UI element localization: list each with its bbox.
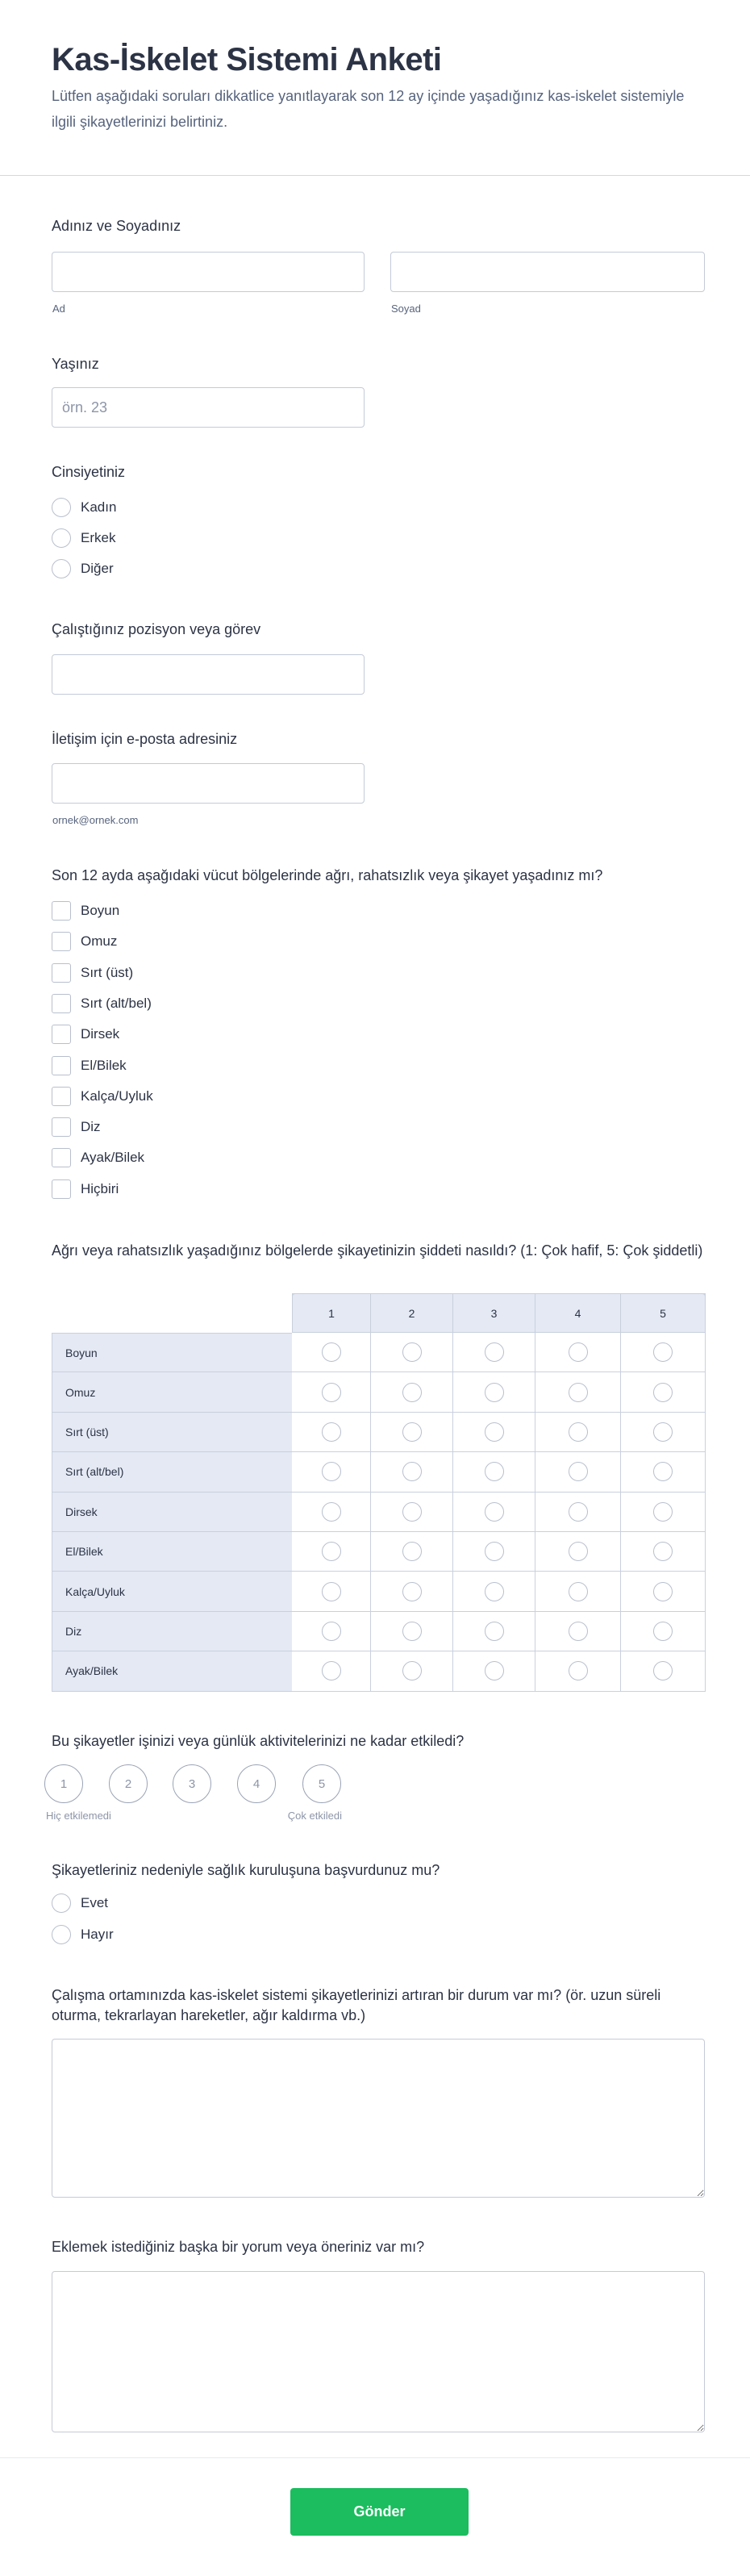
radio-icon[interactable]	[52, 498, 71, 517]
regions-option-label: Dirsek	[81, 1026, 120, 1042]
workenv-label: Çalışma ortamınızda kas-iskelet sistemi şikayetlerinizi artıran bir durum var mı? (ör. uzun süreli oturma, tekrarlayan hareketler, ağır kaldırma vb.)	[52, 1987, 661, 2023]
radio-icon[interactable]	[402, 1622, 422, 1641]
matrix-cell[interactable]	[535, 1572, 621, 1611]
matrix-cell[interactable]	[371, 1452, 453, 1492]
matrix-cell[interactable]	[292, 1651, 371, 1691]
impact-rating-option[interactable]: 5	[302, 1764, 341, 1803]
matrix-row-label: Kalça/Uyluk	[52, 1572, 292, 1611]
gender-label: Cinsiyetiniz	[52, 464, 126, 480]
regions-option[interactable]	[52, 1117, 101, 1137]
last-name-input[interactable]	[390, 252, 705, 292]
radio-icon[interactable]	[485, 1622, 504, 1641]
matrix-cell[interactable]	[621, 1333, 706, 1372]
checkbox-icon[interactable]	[52, 1087, 71, 1106]
regions-option[interactable]	[52, 932, 117, 951]
radio-icon[interactable]	[52, 559, 71, 578]
matrix-cell[interactable]	[535, 1413, 621, 1452]
matrix-cell[interactable]	[535, 1333, 621, 1372]
first-name-input[interactable]	[52, 252, 365, 292]
matrix-cell[interactable]	[453, 1572, 535, 1611]
impact-rating-option[interactable]: 1	[44, 1764, 83, 1803]
regions-option-label: Sırt (üst)	[81, 964, 134, 980]
radio-icon[interactable]	[569, 1383, 588, 1402]
checkbox-icon[interactable]	[52, 1179, 71, 1199]
matrix-cell[interactable]	[453, 1413, 535, 1452]
radio-icon[interactable]	[322, 1383, 341, 1402]
radio-icon[interactable]	[569, 1502, 588, 1522]
checkbox-icon[interactable]	[52, 901, 71, 921]
matrix-cell[interactable]	[292, 1452, 371, 1492]
matrix-column-header: 5	[621, 1293, 706, 1333]
radio-icon[interactable]	[653, 1542, 673, 1561]
radio-icon[interactable]	[569, 1342, 588, 1362]
matrix-cell[interactable]	[621, 1532, 706, 1572]
matrix-cell[interactable]	[453, 1333, 535, 1372]
checkbox-icon[interactable]	[52, 932, 71, 951]
matrix-cell[interactable]	[371, 1572, 453, 1611]
matrix-cell[interactable]	[292, 1612, 371, 1651]
matrix-cell[interactable]	[453, 1612, 535, 1651]
matrix-column-header: 3	[453, 1293, 535, 1333]
regions-option[interactable]	[52, 1056, 127, 1075]
radio-icon[interactable]	[653, 1502, 673, 1522]
checkbox-icon[interactable]	[52, 1025, 71, 1044]
matrix-row-label: Dirsek	[52, 1493, 292, 1532]
healthcare-option[interactable]	[52, 1925, 114, 1944]
radio-icon[interactable]	[653, 1383, 673, 1402]
matrix-row-label: El/Bilek	[52, 1532, 292, 1572]
impact-min-label: Hiç etkilemedi	[46, 1810, 111, 1822]
matrix-cell[interactable]	[371, 1493, 453, 1532]
position-input[interactable]	[52, 654, 365, 695]
gender-option-label: Diğer	[81, 561, 114, 576]
gender-option[interactable]	[52, 528, 115, 548]
radio-icon[interactable]	[322, 1462, 341, 1481]
matrix-cell[interactable]	[292, 1413, 371, 1452]
matrix-cell[interactable]	[453, 1493, 535, 1532]
regions-label: Son 12 ayda aşağıdaki vücut bölgelerinde ağrı, rahatsızlık veya şikayet yaşadınız mı?	[52, 867, 603, 883]
severity-label: Ağrı veya rahatsızlık yaşadığınız bölgelerde şikayetinizin şiddeti nasıldı? (1: Çok hafif, 5: Çok şiddetli)	[52, 1242, 703, 1259]
matrix-column-header: 2	[371, 1293, 453, 1333]
radio-icon[interactable]	[322, 1622, 341, 1641]
regions-option[interactable]	[52, 1025, 119, 1044]
radio-icon[interactable]	[569, 1582, 588, 1601]
email-label: İletişim için e-posta adresiniz	[52, 731, 238, 747]
radio-icon[interactable]	[402, 1582, 422, 1601]
radio-icon[interactable]	[485, 1661, 504, 1680]
matrix-cell[interactable]	[453, 1651, 535, 1691]
matrix-row-label: Ayak/Bilek	[52, 1651, 292, 1691]
submit-button[interactable]: Gönder	[290, 2488, 469, 2536]
radio-icon[interactable]	[485, 1422, 504, 1442]
healthcare-label: Şikayetleriniz nedeniyle sağlık kuruluşuna başvurdunuz mu?	[52, 1862, 440, 1878]
checkbox-icon[interactable]	[52, 1056, 71, 1075]
radio-icon[interactable]	[569, 1661, 588, 1680]
matrix-row-label: Sırt (üst)	[52, 1413, 292, 1452]
impact-rating-option[interactable]: 4	[237, 1764, 276, 1803]
matrix-cell[interactable]	[453, 1532, 535, 1572]
checkbox-icon[interactable]	[52, 963, 71, 983]
matrix-row-label: Sırt (alt/bel)	[52, 1452, 292, 1492]
age-label: Yaşınız	[52, 356, 99, 372]
email-sublabel: ornek@ornek.com	[52, 814, 139, 826]
radio-icon[interactable]	[52, 1925, 71, 1944]
matrix-cell[interactable]	[371, 1651, 453, 1691]
regions-option-label: El/Bilek	[81, 1057, 127, 1073]
radio-icon[interactable]	[52, 528, 71, 548]
radio-icon[interactable]	[485, 1502, 504, 1522]
impact-label: Bu şikayetler işinizi veya günlük aktivitelerinizi ne kadar etkiledi?	[52, 1733, 465, 1749]
matrix-row-label: Boyun	[52, 1333, 292, 1372]
header-divider	[0, 175, 750, 176]
matrix-cell[interactable]	[371, 1333, 453, 1372]
matrix-column-header: 4	[535, 1293, 621, 1333]
matrix-cell[interactable]	[621, 1493, 706, 1532]
matrix-cell[interactable]	[621, 1372, 706, 1412]
regions-option-label: Kalça/Uyluk	[81, 1088, 153, 1104]
checkbox-icon[interactable]	[52, 1148, 71, 1167]
regions-option-label: Ayak/Bilek	[81, 1150, 145, 1166]
first-name-sublabel: Ad	[52, 303, 65, 315]
radio-icon[interactable]	[322, 1422, 341, 1442]
regions-option[interactable]	[52, 994, 152, 1013]
page-description: Lütfen aşağıdaki soruları dikkatlice yanıtlayarak son 12 ay içinde yaşadığınız kas-iskelet sistemiyle ilgili şikayetlerinizi belirtiniz.	[52, 88, 685, 130]
regions-option-label: Hiçbiri	[81, 1180, 119, 1196]
matrix-cell[interactable]	[292, 1372, 371, 1412]
radio-icon[interactable]	[402, 1383, 422, 1402]
matrix-cell[interactable]	[621, 1572, 706, 1611]
matrix-cell[interactable]	[292, 1532, 371, 1572]
regions-option-label: Diz	[81, 1119, 101, 1135]
radio-icon[interactable]	[322, 1542, 341, 1561]
matrix-cell[interactable]	[371, 1532, 453, 1572]
radio-icon[interactable]	[322, 1502, 341, 1522]
radio-icon[interactable]	[653, 1422, 673, 1442]
matrix-cell[interactable]	[453, 1372, 535, 1412]
matrix-cell[interactable]	[292, 1572, 371, 1611]
matrix-cell[interactable]	[371, 1372, 453, 1412]
regions-option[interactable]	[52, 963, 133, 983]
last-name-sublabel: Soyad	[391, 303, 421, 315]
gender-option[interactable]	[52, 498, 116, 517]
healthcare-option-label: Evet	[81, 1895, 109, 1910]
radio-icon[interactable]	[569, 1462, 588, 1481]
age-input[interactable]	[52, 387, 365, 428]
radio-icon[interactable]	[322, 1661, 341, 1680]
workenv-textarea[interactable]	[52, 2039, 705, 2198]
radio-icon[interactable]	[485, 1342, 504, 1362]
matrix-cell[interactable]	[535, 1532, 621, 1572]
radio-icon[interactable]	[653, 1582, 673, 1601]
matrix-cell[interactable]	[535, 1651, 621, 1691]
radio-icon[interactable]	[402, 1462, 422, 1481]
name-label: Adınız ve Soyadınız	[52, 218, 181, 234]
matrix-cell[interactable]	[535, 1452, 621, 1492]
gender-option[interactable]	[52, 559, 114, 578]
matrix-cell[interactable]	[371, 1612, 453, 1651]
radio-icon[interactable]	[402, 1502, 422, 1522]
gender-option-label: Erkek	[81, 530, 116, 545]
gender-option-label: Kadın	[81, 499, 117, 515]
checkbox-icon[interactable]	[52, 1117, 71, 1137]
radio-icon[interactable]	[402, 1422, 422, 1442]
radio-icon[interactable]	[402, 1542, 422, 1561]
radio-icon[interactable]	[485, 1582, 504, 1601]
checkbox-icon[interactable]	[52, 994, 71, 1013]
radio-icon[interactable]	[52, 1893, 71, 1913]
matrix-cell[interactable]	[371, 1413, 453, 1452]
radio-icon[interactable]	[653, 1462, 673, 1481]
footer-divider	[0, 2457, 750, 2458]
radio-icon[interactable]	[569, 1422, 588, 1442]
matrix-row-label: Omuz	[52, 1372, 292, 1412]
matrix-cell[interactable]	[535, 1372, 621, 1412]
radio-icon[interactable]	[569, 1622, 588, 1641]
radio-icon[interactable]	[653, 1661, 673, 1680]
position-label: Çalıştığınız pozisyon veya görev	[52, 621, 261, 637]
regions-option[interactable]	[52, 1087, 153, 1106]
radio-icon[interactable]	[485, 1542, 504, 1561]
regions-option-label: Sırt (alt/bel)	[81, 995, 152, 1011]
matrix-column-header: 1	[292, 1293, 371, 1333]
radio-icon[interactable]	[653, 1342, 673, 1362]
radio-icon[interactable]	[322, 1342, 341, 1362]
matrix-cell[interactable]	[292, 1333, 371, 1372]
matrix-cell[interactable]	[453, 1452, 535, 1492]
regions-option-label: Boyun	[81, 903, 120, 918]
matrix-cell[interactable]	[535, 1493, 621, 1532]
radio-icon[interactable]	[322, 1582, 341, 1601]
matrix-cell[interactable]	[621, 1452, 706, 1492]
matrix-cell[interactable]	[292, 1493, 371, 1532]
healthcare-option[interactable]	[52, 1893, 108, 1913]
matrix-cell[interactable]	[621, 1651, 706, 1691]
radio-icon[interactable]	[402, 1342, 422, 1362]
impact-rating-option[interactable]: 2	[109, 1764, 148, 1803]
page-title: Kas-İskelet Sistemi Anketi	[52, 42, 442, 77]
impact-max-label: Çok etkiledi	[287, 1810, 342, 1822]
regions-option[interactable]	[52, 1179, 119, 1199]
healthcare-option-label: Hayır	[81, 1927, 114, 1942]
radio-icon[interactable]	[485, 1383, 504, 1402]
comments-textarea[interactable]	[52, 2271, 705, 2432]
matrix-cell[interactable]	[535, 1612, 621, 1651]
impact-rating-option[interactable]: 3	[173, 1764, 211, 1803]
matrix-cell[interactable]	[621, 1612, 706, 1651]
radio-icon[interactable]	[653, 1622, 673, 1641]
regions-option[interactable]	[52, 1148, 144, 1167]
radio-icon[interactable]	[485, 1462, 504, 1481]
regions-option[interactable]	[52, 901, 119, 921]
radio-icon[interactable]	[402, 1661, 422, 1680]
comments-label: Eklemek istediğiniz başka bir yorum veya öneriniz var mı?	[52, 2239, 425, 2255]
regions-option-label: Omuz	[81, 933, 118, 950]
radio-icon[interactable]	[569, 1542, 588, 1561]
email-input[interactable]	[52, 763, 365, 804]
matrix-cell[interactable]	[621, 1413, 706, 1452]
matrix-row-label: Diz	[52, 1612, 292, 1651]
